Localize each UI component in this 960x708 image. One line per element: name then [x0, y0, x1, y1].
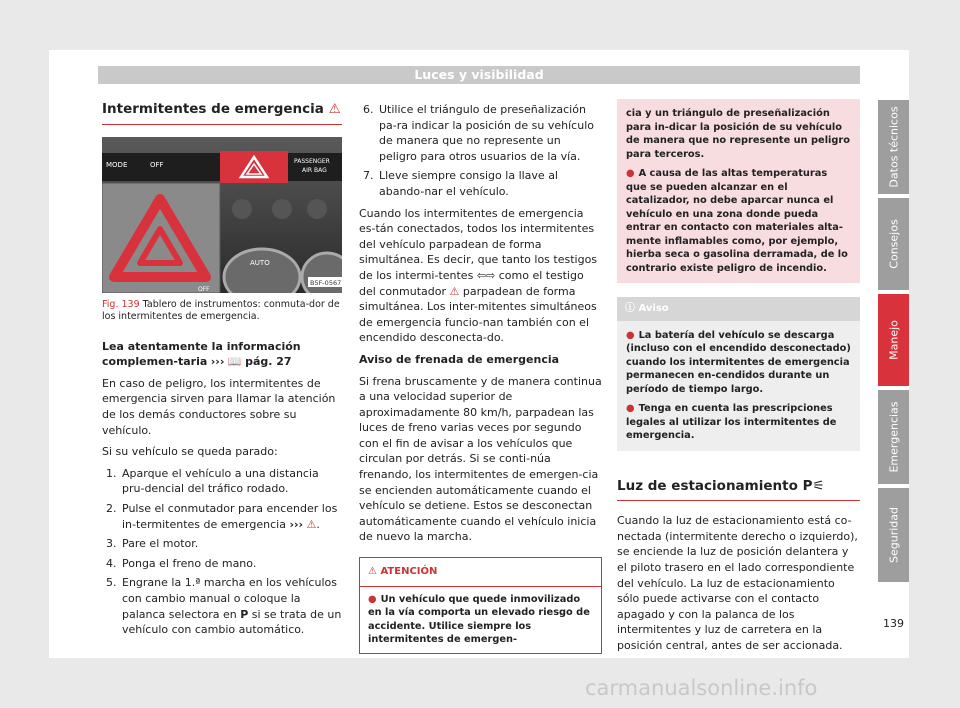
section-title-hazard: Intermitentes de emergencia ⚠	[102, 102, 342, 125]
watermark: carmanualsonline.info	[585, 676, 818, 700]
paragraph-if-stopped: Si su vehículo se queda parado:	[102, 445, 278, 459]
tab-manejo[interactable]: Manejo	[878, 294, 909, 386]
attention-box	[359, 557, 602, 654]
list-item: 1. Aparque el vehículo a una distancia pru-dencial del tráfico rodado.	[120, 466, 342, 497]
fig-label-mode: MODE	[106, 160, 128, 169]
bullet-icon: ●	[626, 329, 635, 341]
figure-code: B5F-0567	[310, 278, 342, 287]
tab-consejos[interactable]: Consejos	[878, 198, 909, 290]
tab-seguridad[interactable]: Seguridad	[878, 488, 909, 582]
bullet-icon: ●	[626, 403, 635, 415]
dashboard-illustration	[102, 137, 342, 293]
list-item: 4. Ponga el freno de mano.	[120, 556, 342, 572]
list-item: 2. Pulse el conmutador para encender los in-termitentes de emergencia ››› ⚠.	[120, 501, 342, 532]
steps-list-continued	[359, 102, 602, 200]
paragraph-intro: En caso de peligro, los intermitentes de emergencia sirven para llamar la atención de los demás conductores sobre su vehículo.	[102, 376, 336, 437]
turn-signal-icon: ⇦⇨	[476, 268, 496, 282]
subheading-emergency-braking: Aviso de frenada de emergencia	[359, 352, 560, 366]
parking-light-icon: P⚟	[802, 477, 825, 494]
warning-triangle-icon: ⚠	[306, 517, 317, 531]
list-item: 5. Engrane la 1.ª marcha en los vehículos con cambio manual o coloque la palanca selectora en P si se trata de un vehículo con cambio automático.	[120, 575, 342, 637]
notice-box	[617, 297, 860, 451]
paragraph-emergency-braking: Si frena bruscamente y de manera continua a una velocidad superior de aproximadamente 80 km/h, parpadean las luces de freno varias veces por segundo con el fin de avisar a los vehículos que circulan por detrás. Si se conti-núa frenando, los intermitentes de emergen-cia se encienden automáticamente cuando el vehículo se detiene. Estos se desconectan automáticamente cuando el vehículo inicia de nuevo la marcha.	[359, 374, 602, 544]
warning-triangle-icon: ⚠	[449, 284, 460, 298]
notice-header: ⓘ Aviso	[617, 297, 860, 321]
attention-box-continued: cia y un triángulo de preseñalización para in-dicar la posición de su vehículo de manera que no represente un peligro para terceros. ● A causa de las altas temperaturas que se pueden alcanzar en el catalizador, no debe aparcar nunca el vehículo en una zona donde pueda entrar en contacto con materiales alta-mente inflamables como, por ejemplo, hierba seca o gasolina derramada, de lo contrario existe peligro de incendio.	[617, 99, 860, 283]
figure-hazard-switch	[102, 137, 342, 293]
steps-list	[102, 466, 342, 638]
warning-triangle-icon: ⚠	[328, 101, 341, 117]
attention-header: ⚠ ATENCIÓN	[360, 558, 601, 587]
intro-reference: Lea atentamente la información complemen-taria ››› 📖 pág. 27	[102, 339, 301, 369]
list-item: ● Tenga en cuenta las prescripciones legales al utilizar los intermitentes de emergencia.	[626, 403, 837, 442]
tab-datos-tecnicos[interactable]: Datos técnicos	[878, 100, 909, 194]
list-item: 6. Utilice el triángulo de preseñalización pa-ra indicar la posición de su vehículo de manera que no represente un peligro para otros usuarios de la vía.	[377, 102, 602, 164]
page-reference-link[interactable]: pág. 27	[245, 355, 292, 369]
fig-label-auto: AUTO	[250, 258, 270, 267]
bullet-icon: ●	[626, 168, 635, 179]
warning-triangle-icon: ⚠	[368, 566, 377, 578]
attention-body: ● Un vehículo que quede inmovilizado en la vía comporta un elevado riesgo de accidente. Utilice siempre los intermitentes de emergen-	[368, 593, 590, 646]
fig-label-airbag: AIR BAG	[302, 166, 327, 174]
book-icon: 📖	[227, 355, 242, 369]
paragraph-parking-light: Cuando la luz de estacionamiento está co-nectada (intermitente derecho o izquierdo), se enciende la luz de posición delantera y el piloto trasero en el lado correspondiente del vehículo. La luz de estacionamiento sólo puede activarse con el contacto apagado y con la palanca de los intermitentes y luz de carretera en la posición central, antes de ser accionada.	[617, 514, 858, 652]
page-number: 139	[883, 617, 904, 630]
bullet-icon: ●	[368, 593, 377, 605]
list-item: 7. Lleve siempre consigo la llave al abando-nar el vehículo.	[377, 168, 602, 199]
fig-label-off: OFF	[150, 160, 164, 169]
column-1	[102, 102, 342, 644]
info-icon: ⓘ	[625, 303, 635, 314]
fig-label-off2: OFF	[198, 285, 210, 293]
fig-label-passenger: PASSENGER	[294, 157, 330, 165]
paragraph-hazard-behaviour: Cuando los intermitentes de emergencia es-tán conectados, todos los intermitentes del vehículo parpadean de forma simultánea. Es decir, que tanto los testigos de los intermi-tentes ⇦⇨ como el testigo del conmutador ⚠ parpadean de forma simultánea. Los inter-mitentes simultáneos de emergencia funcio-nan también con el encendido desconecta-do.	[359, 206, 598, 345]
column-3	[617, 99, 860, 660]
tab-emergencias[interactable]: Emergencias	[878, 390, 909, 484]
list-item: ● La batería del vehículo se descarga (incluso con el encendido desconectado) cuando los intermitentes de emergencia permanecen en-cendidos durante un período de tiempo largo.	[626, 329, 851, 395]
list-item: 3. Pare el motor.	[120, 536, 342, 552]
notice-body	[617, 321, 860, 451]
column-2	[359, 102, 602, 654]
section-title-parking-light: Luz de estacionamiento P⚟	[617, 479, 860, 502]
running-header: Luces y visibilidad	[98, 66, 860, 84]
figure-caption: Fig. 139 Tablero de instrumentos: conmuta-dor de los intermitentes de emergencia.	[102, 298, 340, 322]
